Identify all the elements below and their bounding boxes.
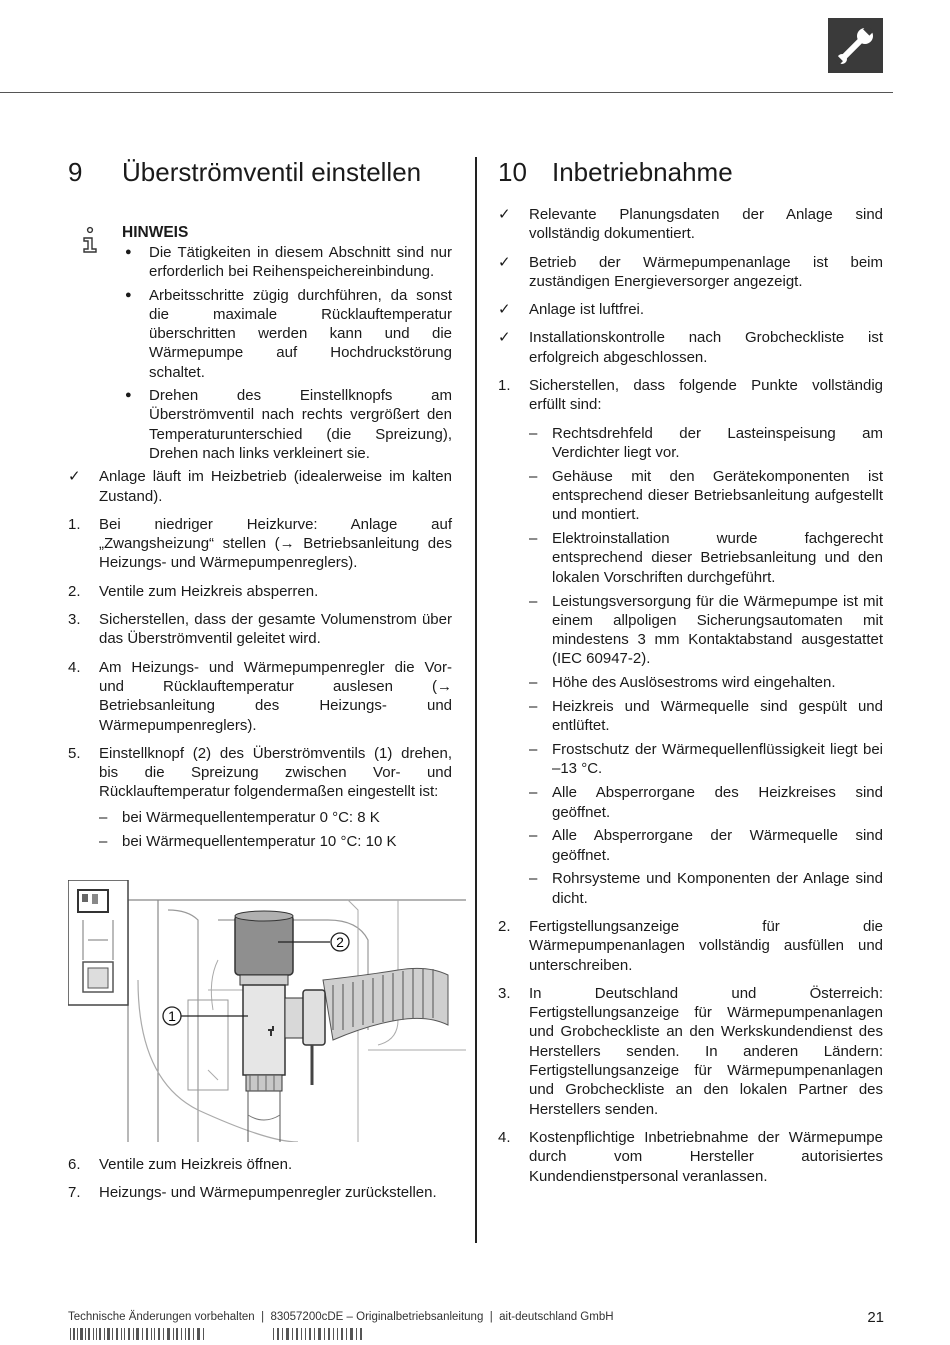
left-steps-after (68, 1155, 452, 1212)
check-text: Anlage ist luftfrei. (529, 301, 645, 319)
valve-figure (68, 880, 466, 1142)
section-number: 9 (68, 157, 83, 187)
sub-step: – bei Wärmequellentemperatur 10 °C: 10 K (99, 832, 452, 851)
step-number: 3. (68, 611, 81, 629)
note-box (122, 223, 452, 463)
step-item (68, 1183, 452, 1202)
right-column (498, 205, 883, 1195)
check-mark: ✓ (498, 253, 511, 271)
check-mark: ✓ (498, 206, 511, 223)
check-item (68, 467, 452, 506)
sub-step: – Heizkreis und Wärmequelle sind gespült und entlüftet. (529, 697, 883, 736)
section-number: 10 (498, 157, 527, 187)
step-number: 2. (68, 582, 81, 600)
note-title: HINWEIS (122, 224, 189, 241)
header-divider (0, 92, 893, 93)
step-text: Bei niedriger Heizkurve: Anlage auf „Zwangsheizung“ stellen (→ Betriebsanleitung des Heizungs- und Wärmepumpenreglers). (99, 515, 452, 572)
step-item (498, 1128, 883, 1186)
step-item (498, 984, 883, 1119)
step-item (68, 582, 452, 601)
step-item (68, 658, 452, 735)
step-number: 4. (68, 658, 81, 676)
step-number: 2. (498, 918, 511, 935)
sub-step: – Rohrsysteme und Komponenten der Anlage sind dicht. (529, 869, 883, 908)
step-text: Einstellknopf (2) des Überströmventils (1) drehen, bis die Spreizung zwischen Vor- und Rücklauftemperatur folgendermaßen eingestellt ist: (99, 744, 452, 801)
step-number: 7. (68, 1184, 81, 1202)
barcode (68, 1322, 408, 1340)
check-text: Anlage läuft im Heizbetrieb (idealerweise im kalten Zustand). (99, 468, 452, 505)
sub-step: – Leistungsversorgung für die Wärmepumpe ist mit einem allpoligen Sicherungsautomaten mit mindestens 3 mm Kontaktabstand ausgestattet (IEC 60947-2). (529, 592, 883, 669)
sub-step: – Rechtsdrehfeld der Lasteinspeisung am Verdichter liegt vor. (529, 424, 883, 463)
wrench-icon (828, 18, 883, 73)
step-text: Fertigstellungsanzeige für die Wärmepumpenanlagen vollständig ausfüllen und unterschreiben. (529, 918, 883, 974)
step-number: 1. (68, 515, 81, 533)
step-text: Sicherstellen, dass der gesamte Volumenstrom über das Überströmventil geleitet wird. (99, 611, 452, 648)
step-item (68, 610, 452, 649)
note-bullet: ● Die Tätigkeiten in diesem Abschnitt sind nur erforderlich bei Reihenspeichereinbindung. (122, 243, 452, 282)
check-mark: ✓ (498, 329, 511, 347)
check-text: Installationskontrolle nach Grobcheckliste ist erfolgreich abgeschlossen. (529, 329, 883, 366)
check-item (498, 205, 883, 244)
sub-step: – Elektroinstallation wurde fachgerecht entsprechend dieser Betriebsanleitung und den lokalen Vorschriften durchgeführt. (529, 529, 883, 587)
check-mark: ✓ (498, 301, 511, 319)
check-item (498, 300, 883, 319)
step-text: Kostenpflichtige Inbetriebnahme der Wärmepumpe durch vom Hersteller autorisiertes Kundendienstpersonal veranlassen. (529, 1128, 883, 1185)
callout-2: 2 (336, 934, 344, 950)
note-bullet: ● Arbeitsschritte zügig durchführen, da sonst die maximale Rücklauftemperatur überschritten werden kann und die Wärmepumpe auf Hochdruckstörung schaltet. (122, 286, 452, 382)
step-text: In Deutschland und Österreich: Fertigstellungsanzeige für Wärmepumpenanlagen und Grobcheckliste an den Werkskundendienst des Herstellers senden. In anderen Ländern: Fertigstellungsanzeige für Wärmepumpenanlagen und Grobcheckliste an den lokalen Partner des Herstellers senden. (529, 984, 883, 1118)
step-item (498, 917, 883, 975)
step-item (68, 515, 452, 573)
step-text: Heizungs- und Wärmepumpenregler zurückstellen. (99, 1184, 437, 1202)
check-item (498, 328, 883, 367)
sub-step: – bei Wärmequellentemperatur 0 °C: 8 K (99, 808, 452, 827)
check-text: Betrieb der Wärmepumpenanlage ist beim zuständigen Energieversorger angezeigt. (529, 253, 883, 290)
sub-step: – Gehäuse mit den Gerätekomponenten ist entsprechend dieser Betriebsanleitung aufgestellt und montiert. (529, 467, 883, 525)
step-text: Am Heizungs- und Wärmepumpenregler die Vor- und Rücklauftemperatur auslesen (→ Betriebsanleitung des Heizungs- und Wärmepumpenreglers). (99, 658, 452, 734)
step-number: 3. (498, 984, 511, 1002)
sub-step: – Höhe des Auslösestroms wird eingehalten. (529, 673, 883, 692)
section-title: Inbetriebnahme (552, 157, 733, 187)
step-number: 1. (498, 377, 511, 395)
check-text: Relevante Planungsdaten der Anlage sind vollständig dokumentiert. (529, 206, 883, 243)
step-text: Sicherstellen, dass folgende Punkte vollständig erfüllt sind: (529, 377, 883, 414)
right-checks (498, 205, 883, 1186)
step-text: Ventile zum Heizkreis öffnen. (99, 1156, 293, 1173)
column-divider (475, 157, 477, 1243)
step-number: 5. (68, 744, 81, 762)
note-bullet: ● Drehen des Einstellknopfs am Überströmventil nach rechts vergrößert den Temperaturunterschied (die Spreizung), Drehen nach links verkleinert sie. (122, 386, 452, 463)
step-item (498, 376, 883, 908)
note-bullets (122, 243, 452, 463)
left-steps (68, 467, 452, 851)
sub-step: – Alle Absperrorgane der Wärmequelle sind geöffnet. (529, 826, 883, 865)
sub-steps (99, 808, 452, 851)
page-number: 21 (867, 1309, 884, 1326)
step-item (68, 1155, 452, 1174)
left-column (68, 223, 452, 860)
section-title: Überströmventil einstellen (122, 157, 422, 187)
footer-text: Technische Änderungen vorbehalten | 83057200cDE – Originalbetriebsanleitung | ait-deutschland GmbH (68, 1311, 614, 1323)
check-item (498, 253, 883, 292)
check-mark: ✓ (68, 468, 81, 486)
step-item (68, 744, 452, 851)
sub-step: – Alle Absperrorgane des Heizkreises sind geöffnet. (529, 783, 883, 822)
sub-step: – Frostschutz der Wärmequellenflüssigkeit liegt bei –13 °C. (529, 740, 883, 779)
info-icon (77, 226, 103, 254)
step-text: Ventile zum Heizkreis absperren. (99, 582, 319, 600)
step-number: 4. (498, 1128, 511, 1146)
step-number: 6. (68, 1156, 81, 1173)
sub-steps (529, 424, 883, 908)
callout-1: 1 (168, 1008, 176, 1024)
